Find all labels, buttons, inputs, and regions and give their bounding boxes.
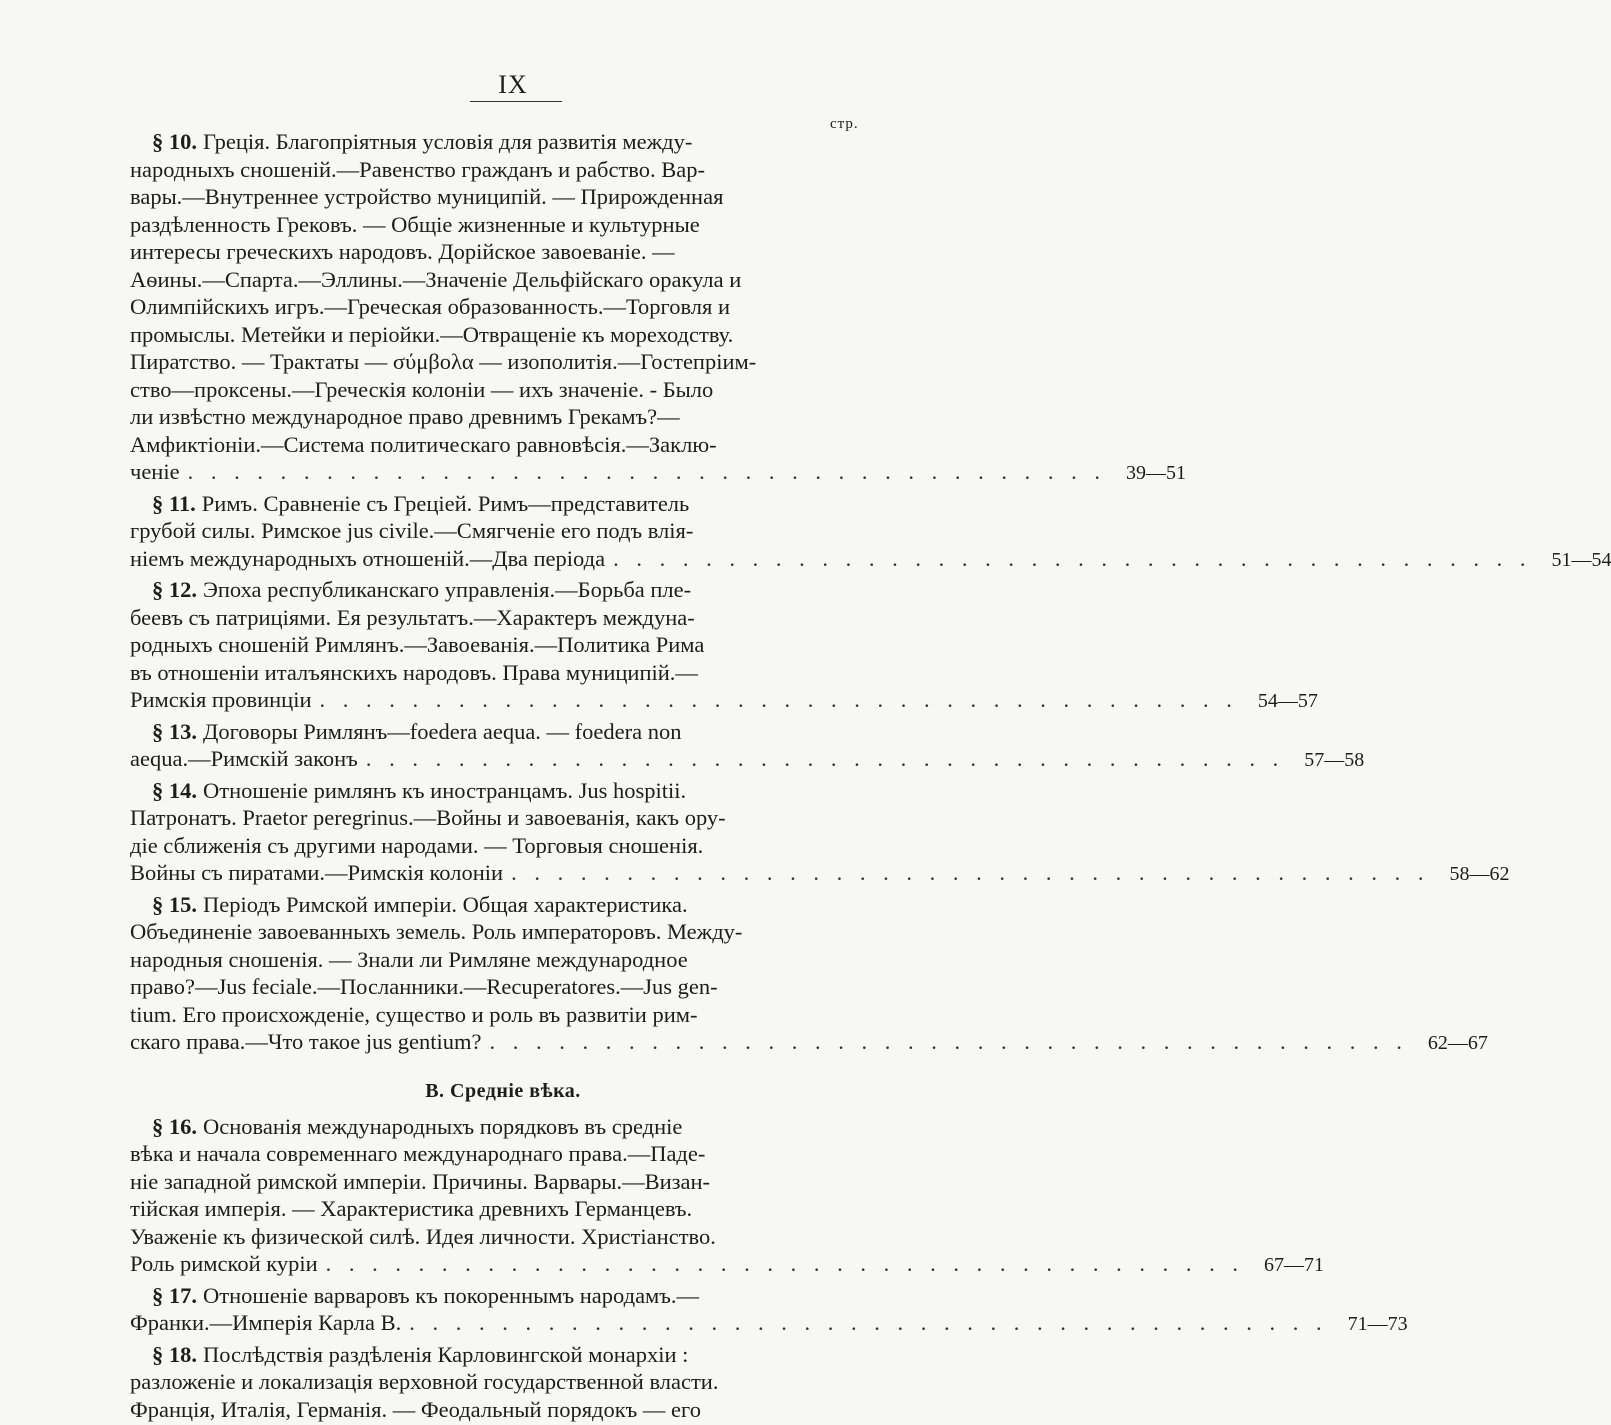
- entry-last-line: [130, 545, 1611, 575]
- entry-line: [130, 128, 876, 156]
- entry-text: Договоры Римлянъ—foedera aequa. — foedera non: [203, 718, 682, 744]
- leader-dots: . . . . . . . . . . . . . . . . . . . . . . . . . . . . . . . . . . . . . . . .: [325, 1251, 1245, 1276]
- entry-line: беевъ съ патриціями. Ея результатъ.—Характеръ междуна-: [130, 604, 695, 630]
- section-number: § 10.: [152, 129, 197, 154]
- entry-line: Патронатъ. Praetor peregrinus.—Войны и завоеванія, какъ ору-: [130, 805, 726, 830]
- entry-line: Уваженіе къ физической силѣ. Идея личности. Христіанство.: [130, 1223, 716, 1249]
- entry-line: тійская имперія. — Характеристика древнихъ Германцевъ.: [130, 1196, 693, 1221]
- leader-dots: . . . . . . . . . . . . . . . . . . . . . . . . . . . . . . . . . . . . . . . .: [613, 545, 1532, 571]
- leader-dots: . . . . . . . . . . . . . . . . . . . . . . . . . . . . . . . . . . . . . . . .: [319, 687, 1238, 712]
- entry-line: народныхъ сношеній.—Равенство гражданъ и рабство. Вар-: [130, 156, 705, 182]
- entry-line: [130, 1113, 876, 1141]
- entry-text: aequa.—Римскій законъ: [130, 746, 358, 771]
- entry-text: Эпоха республиканскаго управленія.—Борьба пле-: [203, 577, 692, 602]
- entry-line: [130, 718, 876, 746]
- entry-line: Олимпійскихъ игръ.—Греческая образованность.—Торговля и: [130, 294, 731, 319]
- entry-line: родныхъ сношеній Римлянъ.—Завоеванія.—Политика Рима: [130, 632, 705, 657]
- toc-group-final: [130, 1341, 876, 1424]
- leader-dots: . . . . . . . . . . . . . . . . . . . . . . . . . . . . . . . . . . . . . . . .: [489, 1029, 1408, 1054]
- entry-text: Отношеніе варваровъ къ покореннымъ народамъ.—: [203, 1282, 700, 1308]
- entry-line: Объединеніе завоеванныхъ земель. Роль императоровъ. Между-: [130, 919, 743, 944]
- toc-entry: [130, 718, 1365, 775]
- entry-line: [130, 777, 876, 805]
- entry-last-line: [130, 458, 1186, 488]
- entry-line: интересы греческихъ народовъ. Дорійское завоеваніе. —: [130, 239, 675, 264]
- page-number-rule: [470, 101, 562, 102]
- section-number: § 14.: [152, 777, 197, 803]
- toc-entry: [130, 128, 1186, 488]
- entry-text: скаго права.—Что такое jus gentium?: [130, 1029, 482, 1054]
- entry-last-line: [130, 1309, 1408, 1339]
- entry-text: Отношеніе римлянъ къ иностранцамъ. Jus hospitii.: [203, 777, 687, 803]
- entry-line: въ отношеніи италъянскихъ народовъ. Права муниципій.—: [130, 659, 698, 685]
- entry-text: Основанія международныхъ порядковъ въ средніе: [203, 1113, 683, 1139]
- section-number: § 13.: [152, 718, 197, 744]
- toc-entry: [130, 1282, 1408, 1339]
- toc-entry: [130, 576, 1318, 716]
- entry-line: ство—проксены.—Греческія колоніи — ихъ значеніе. - Было: [130, 376, 714, 402]
- entry-line: діе сближенія съ другими народами. — Торговыя сношенія.: [130, 832, 704, 858]
- entry-text: Римскія провинціи: [130, 687, 312, 712]
- toc-group-middle-ages: [130, 1113, 1408, 1339]
- entry-line: tium. Его происхожденіе, существо и роль въ развитіи рим-: [130, 1001, 698, 1027]
- pages-column-label: стр.: [830, 116, 859, 132]
- section-number: § 18.: [152, 1341, 197, 1367]
- entry-line: раздѣленность Грековъ. — Общіе жизненные и культурные: [130, 211, 700, 237]
- entry-last-line: [130, 745, 1365, 775]
- section-heading-middle-ages: В. Средніе вѣка.: [425, 1079, 581, 1102]
- entry-line: право?—Jus feciale.—Посланники.—Recuperatores.—Jus gen-: [130, 974, 718, 999]
- entry-line: грубой силы. Римское jus civile.—Смягченіе его подъ влія-: [130, 518, 694, 543]
- section-number: § 11.: [152, 490, 196, 516]
- toc-entry: [130, 1113, 1325, 1280]
- entry-line: [130, 1341, 876, 1369]
- toc-entry: [130, 1341, 876, 1424]
- leader-dots: . . . . . . . . . . . . . . . . . . . . . . . . . . . . . . . . . . . . . . . .: [365, 746, 1285, 771]
- entry-text: ніемъ международныхъ отношеній.—Два періода: [130, 545, 606, 571]
- toc-entry: [130, 777, 1510, 889]
- entry-text: Послѣдствія раздѣленія Карловингской монархіи :: [203, 1341, 689, 1367]
- entry-text: Франки.—Имперія Карла В.: [130, 1310, 402, 1335]
- section-number: § 16.: [152, 1113, 197, 1139]
- entry-line: Аѳины.—Спарта.—Эллины.—Значеніе Дельфійскаго оракула и: [130, 266, 742, 292]
- entry-line: [130, 576, 876, 604]
- toc-group-ancient: [130, 128, 1611, 1058]
- entry-line: разложеніе и локализація верховной государственной власти.: [130, 1369, 719, 1394]
- entry-line: [130, 490, 876, 518]
- page-number: IX: [498, 70, 528, 99]
- section-number: § 17.: [152, 1282, 197, 1308]
- page-range: 51—54: [1551, 548, 1611, 571]
- entry-line: [130, 1282, 876, 1310]
- entry-line: Амфиктіоніи.—Система политическаго равновѣсія.—Заклю-: [130, 431, 717, 457]
- page-range: 58—62: [1449, 863, 1510, 885]
- entry-text: Роль римской куріи: [130, 1251, 318, 1276]
- entry-text: Греція. Благопріятныя условія для развитія между-: [203, 129, 693, 154]
- toc-entry: [130, 891, 1488, 1058]
- page-range: 67—71: [1264, 1254, 1325, 1276]
- entry-line: ли извѣстно международное право древнимъ Грекамъ?—: [130, 404, 680, 429]
- page-range: 62—67: [1427, 1032, 1488, 1054]
- page-range: 71—73: [1347, 1313, 1408, 1335]
- entry-line: [130, 891, 876, 919]
- table-of-contents: [130, 128, 1611, 1425]
- section-number: § 12.: [152, 577, 197, 602]
- entry-line: ніе западной римской имперіи. Причины. Варвары.—Визан-: [130, 1168, 711, 1194]
- toc-entry: [130, 490, 1611, 575]
- entry-last-line: [130, 686, 1318, 716]
- section-number: § 15.: [152, 891, 197, 917]
- entry-text: Періодъ Римской имперіи. Общая характеристика.: [203, 891, 688, 917]
- entry-line: вѣка и начала современнаго международнаго права.—Паде-: [130, 1141, 706, 1166]
- entry-line: Франція, Италія, Германія. — Феодальный порядокъ — его: [130, 1396, 701, 1422]
- entry-line: вары.—Внутреннее устройство муниципій. — Прирожденная: [130, 184, 724, 209]
- entry-text: Римъ. Сравненіе съ Греціей. Римъ—представитель: [201, 490, 690, 516]
- leader-dots: . . . . . . . . . . . . . . . . . . . . . . . . . . . . . . . . . . . . . . . .: [511, 860, 1430, 885]
- entry-text: Войны съ пиратами.—Римскія колоніи: [130, 860, 504, 885]
- entry-last-line: [130, 1028, 1488, 1058]
- entry-line: народныя сношенія. — Знали ли Римляне международное: [130, 946, 688, 972]
- page-range: 54—57: [1257, 690, 1318, 712]
- page-range: 39—51: [1125, 462, 1186, 484]
- entry-last-line: [130, 1250, 1325, 1280]
- page-range: 57—58: [1304, 749, 1365, 771]
- entry-last-line: [130, 859, 1510, 889]
- entry-line: промыслы. Метейки и періойки.—Отвращеніе къ мореходству.: [130, 321, 734, 347]
- leader-dots: . . . . . . . . . . . . . . . . . . . . . . . . . . . . . . . . . . . . . . . .: [409, 1310, 1328, 1335]
- leader-dots: . . . . . . . . . . . . . . . . . . . . . . . . . . . . . . . . . . . . . . . .: [187, 459, 1106, 484]
- entry-line: Пиратство. — Трактаты — σύμβολα — изополитія.—Гостепріим-: [130, 349, 757, 374]
- entry-text: ченіе: [130, 459, 180, 484]
